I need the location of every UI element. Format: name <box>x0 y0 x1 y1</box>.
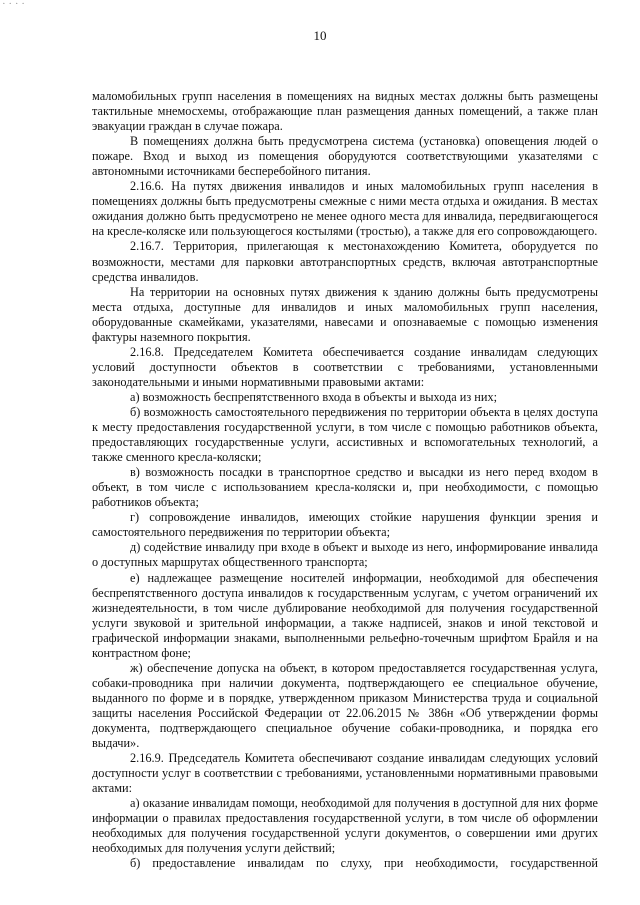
list-item: д) содействие инвалиду при входе в объект и выходе из него, информирование инвалида о доступных маршрутах общественного транспорта; <box>92 540 598 570</box>
list-item: а) возможность беспрепятственного входа в объекты и выхода из них; <box>130 389 498 404</box>
list-item: г) сопровождение инвалидов, имеющих стойкие нарушения функции зрения и самостоятельного передвижения по территории объекта; <box>92 510 598 540</box>
list-item: е) надлежащее размещение носителей информации, необходимой для обеспечения беспрепятственного доступа инвалидов к государственным услугам, с учетом ограничений их жизнедеятельности, в том числе дублирование необходимой для получения государственной услуги звуковой и зрительной информации, а также надписей, знаков и иной текстовой и графической информации знаками, выполненными рельефно-точечным шрифтом Брайля и на контрастном фоне; <box>92 570 598 660</box>
list-item: б) возможность самостоятельного передвижения по территории объекта в целях доступа к месту предоставления государственной услуги, в том числе с помощью работников объекта, предоставляющих государственные услуги, ассистивных и вспомогательных технологий, а также сменного кресла-коляски; <box>92 404 598 465</box>
list-item: в) возможность посадки в транспортное средство и высадки из него перед входом в объект, в том числе с использованием кресла-коляски и, при необходимости, с помощью работников объекта; <box>92 465 598 510</box>
paragraph: На территории на основных путях движения к зданию должны быть предусмотрены места отдыха, доступные для инвалидов и иных маломобильных групп населения, оборудованные скамейками, указателями, навесами и опознаваемые с помощью изменения фактуры наземного покрытия. <box>92 284 598 344</box>
paragraph: 2.16.7. Территория, прилегающая к местонахождению Комитета, оборудуется по возможности, местами для парковки автотранспортных средств, включая автотранспортные средства инвалидов. <box>92 239 598 284</box>
paragraph: 2.16.6. На путях движения инвалидов и иных маломобильных групп населения в помещениях должны быть предусмотрены смежные с ними места отдыха и ожидания. В местах ожидания должно быть предусмотрено не менее одного места для инвалида, передвигающегося на кресле-коляске или пользующегося костылями (тростью), а также для его сопровождающего. <box>92 179 598 239</box>
body-text <box>92 89 598 871</box>
page-number: 10 <box>313 28 327 43</box>
list-item: а) оказание инвалидам помощи, необходимой для получения в доступной для них форме информации о правилах предоставления государственной услуги, в том числе об оформлении необходимых для получения государственной услуги документов, о совершении ими других необходимых для получения услуги действий; <box>92 796 598 856</box>
corner-mark: · · · · <box>2 0 25 8</box>
paragraph: В помещениях должна быть предусмотрена система (установка) оповещения людей о пожаре. Вход и выход из помещения оборудуются соответствующими указателями с автономными источниками бесперебойного питания. <box>92 134 598 179</box>
list-item: б) предоставление инвалидам по слуху, при необходимости, государственной <box>130 856 598 871</box>
list-item: ж) обеспечение допуска на объект, в котором предоставляется государственная услуга, собаки-проводника при наличии документа, подтверждающего ее специальное обучение, выданного по форме и в порядке, утвержденном приказом Министерства труда и социальной защиты населения Российской Федерации от 22.06.2015 № 386н «Об утверждении формы документа, подтверждающего специальное обучение собаки-проводника, и порядка его выдачи». <box>92 660 598 751</box>
paragraph: 2.16.8. Председателем Комитета обеспечивается создание инвалидам следующих условий доступности объектов в соответствии с требованиями, установленными законодательными и иными нормативными правовыми актами: <box>92 344 598 389</box>
paragraph: 2.16.9. Председатель Комитета обеспечивают создание инвалидам следующих условий доступности услуг в соответствии с требованиями, установленными нормативными правовыми актами: <box>92 751 598 796</box>
paragraph: маломобильных групп населения в помещениях на видных местах должны быть размещены тактильные мнемосхемы, отображающие план размещения данных помещений, а также план эвакуации граждан в случае пожара. <box>92 89 598 134</box>
